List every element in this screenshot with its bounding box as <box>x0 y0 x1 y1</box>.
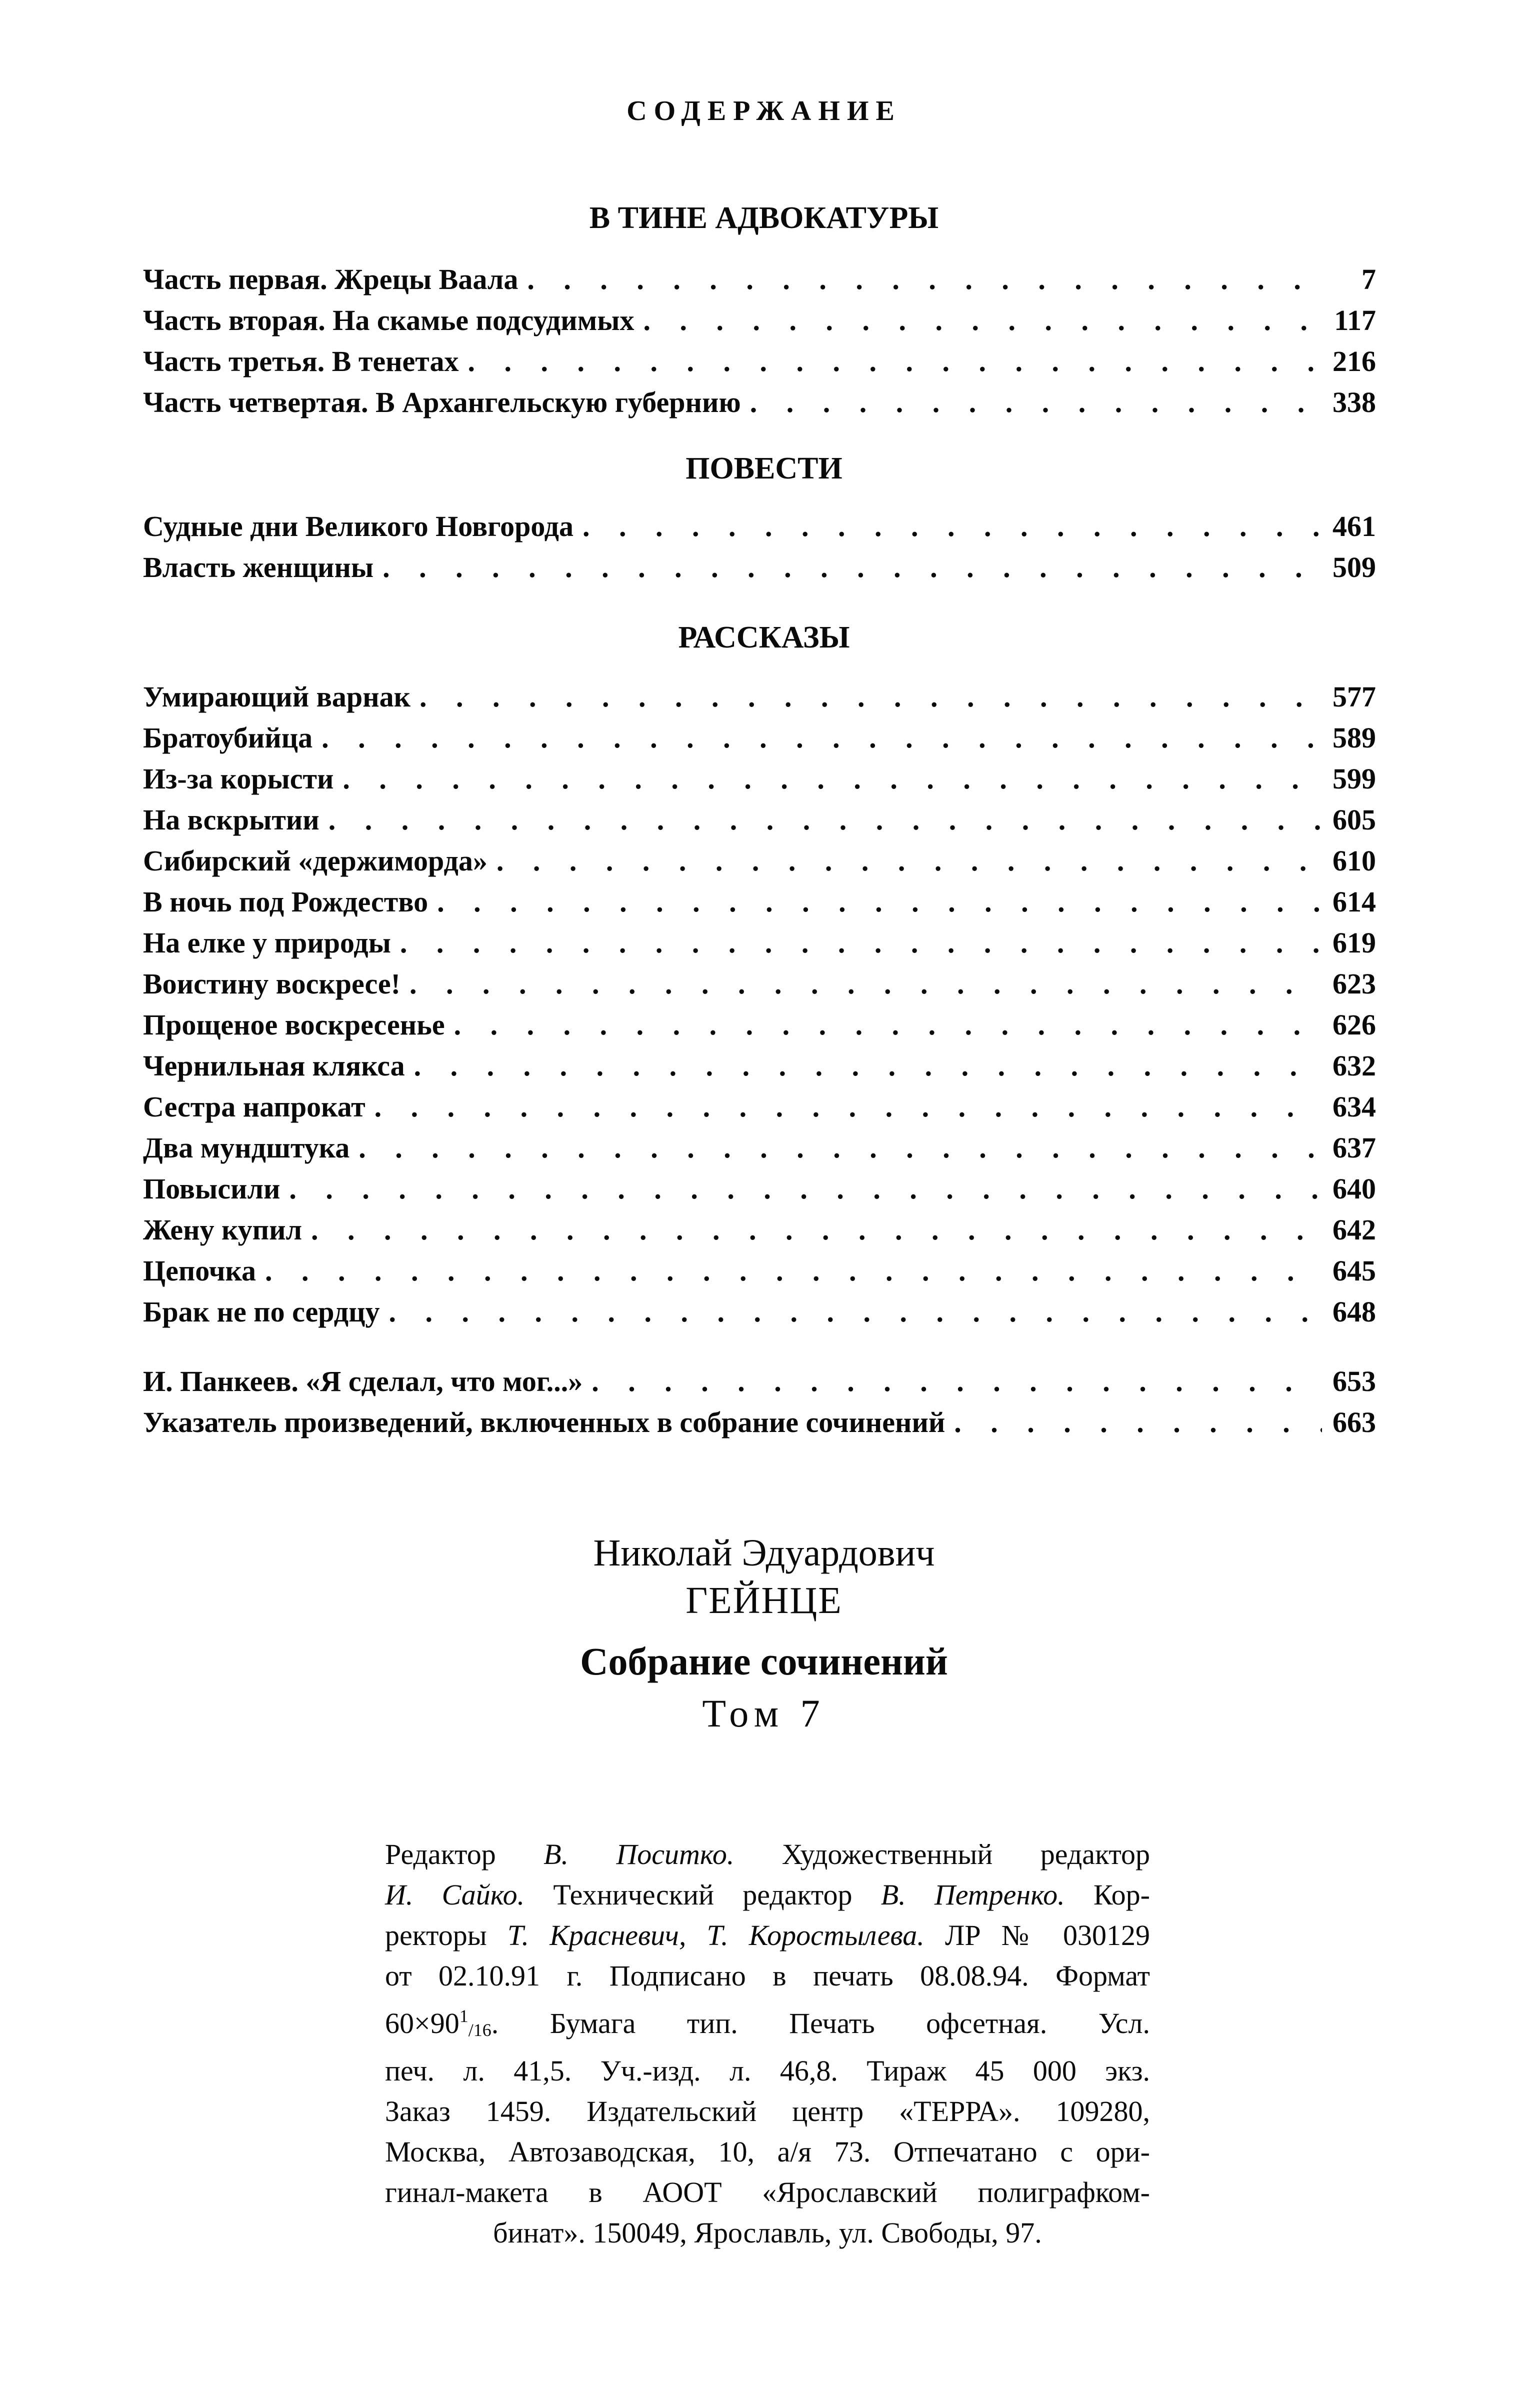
toc-entry[interactable] <box>143 1128 1376 1168</box>
toc-entry-page: 645 <box>1332 1254 1376 1287</box>
dot-leader <box>311 1210 1322 1250</box>
dot-leader <box>468 341 1322 382</box>
toc-entry-title: Брак не по сердцу <box>143 1296 380 1328</box>
toc-entry-page: 642 <box>1332 1214 1376 1246</box>
toc-entry-title: В ночь под Рождество <box>143 886 428 918</box>
toc-entry[interactable] <box>143 922 1376 964</box>
dot-leader <box>454 1004 1322 1046</box>
imprint-line: ректоры Т. Красневич, Т. Коростылева. ЛР № 030129 <box>385 1919 1150 1952</box>
toc-entry-page: 610 <box>1332 844 1376 877</box>
toc-entry-title: Сестра напрокат <box>143 1090 366 1123</box>
toc-entry-page: 623 <box>1332 968 1376 1000</box>
dot-leader <box>582 506 1322 547</box>
imprint-line: Москва, Автозаводская, 10, а/я 73. Отпечатано с ори- <box>385 2136 1150 2168</box>
dot-leader <box>496 840 1322 882</box>
toc-entry-page: 648 <box>1332 1296 1376 1328</box>
toc-entry-page: 614 <box>1332 886 1376 918</box>
imprint-block <box>385 1834 1150 2253</box>
toc-entry[interactable] <box>143 1361 1376 1402</box>
dot-leader <box>322 718 1322 758</box>
toc-entry[interactable] <box>143 506 1376 547</box>
toc-entry[interactable] <box>143 758 1376 800</box>
section-heading-rasskazy: РАССКАЗЫ <box>678 620 850 654</box>
toc-entry-page: 663 <box>1332 1406 1376 1438</box>
imprint-line: Редактор В. Поситко. Художественный редактор <box>385 1838 1150 1870</box>
toc-entry-title: Судные дни Великого Новгорода <box>143 510 574 542</box>
toc-entry-page: 589 <box>1332 722 1376 754</box>
toc-entry-page: 216 <box>1332 345 1376 378</box>
imprint-line: печ. л. 41,5. Уч.-изд. л. 46,8. Тираж 45 000 экз. <box>385 2054 1150 2087</box>
section-heading-advokatura: В ТИНЕ АДВОКАТУРЫ <box>589 201 939 235</box>
toc-entry-title: Власть женщины <box>143 551 374 584</box>
toc-entry-title: Из-за корысти <box>143 762 334 795</box>
dot-leader <box>289 1168 1322 1210</box>
toc-entry-title: На вскрытии <box>143 804 320 836</box>
dot-leader <box>592 1361 1322 1402</box>
dot-leader <box>265 1250 1322 1292</box>
toc-entry-title: Сибирский «держиморда» <box>143 844 488 877</box>
toc-entry-page: 619 <box>1332 926 1376 959</box>
dot-leader <box>342 758 1322 800</box>
dot-leader <box>328 800 1322 840</box>
toc-entry-title: Жену купил <box>143 1214 302 1246</box>
collection-title: Собрание сочинений <box>580 1640 948 1683</box>
dot-leader <box>420 676 1322 718</box>
imprint-line: гинал-макета в АООТ «Ярославский полиграфком- <box>385 2176 1150 2208</box>
toc-entry-page: 461 <box>1332 510 1376 542</box>
dot-leader <box>410 964 1322 1004</box>
imprint-line: $60\times 90^1/16$. Бумага тип. Печать офсетная. Усл. <box>385 2006 1150 2040</box>
imprint-line: И. Сайко. Технический редактор В. Петренко. Кор- <box>385 1878 1150 1911</box>
toc-entry-title: Воистину воскресе! <box>143 968 400 1000</box>
imprint-line: Заказ 1459. Издательский центр «ТЕРРА». 109280, <box>385 2095 1150 2128</box>
toc-entry[interactable] <box>143 1046 1376 1086</box>
toc-entry[interactable] <box>143 882 1376 922</box>
dot-leader <box>374 1086 1322 1128</box>
dot-leader <box>389 1292 1322 1332</box>
toc-entry[interactable] <box>143 840 1376 882</box>
toc-entry-title: Указатель произведений, включенных в собрание сочинений <box>143 1406 946 1438</box>
toc-entry-title: Часть третья. В тенетах <box>143 345 459 378</box>
dot-leader <box>750 382 1322 423</box>
dot-leader <box>437 882 1322 922</box>
author-name: Николай Эдуардович <box>593 1532 935 1574</box>
toc-entry[interactable] <box>143 1004 1376 1046</box>
toc-entry-page: 653 <box>1332 1365 1376 1398</box>
toc-entry-title: Прощеное воскресенье <box>143 1008 445 1041</box>
toc-entry-page: 117 <box>1334 304 1376 336</box>
toc-entry-page: 637 <box>1332 1132 1376 1164</box>
toc-entry-page: 634 <box>1332 1090 1376 1123</box>
toc-list-rasskazy <box>143 676 1376 1332</box>
imprint-line: бинат». 150049, Ярославль, ул. Свободы, 97. <box>493 2216 1042 2249</box>
toc-entry-page: 605 <box>1332 804 1376 836</box>
page-title: СОДЕРЖАНИЕ <box>626 96 902 126</box>
volume-number: Том 7 <box>702 1692 826 1735</box>
imprint-line: от 02.10.91 г. Подписано в печать 08.08.94. Формат <box>385 1960 1150 1992</box>
dot-leader <box>414 1046 1322 1086</box>
toc-entry[interactable] <box>143 964 1376 1004</box>
toc-entry-page: 338 <box>1332 386 1376 418</box>
toc-entry[interactable] <box>143 259 1376 300</box>
toc-entry-title: Часть первая. Жрецы Ваала <box>143 263 518 296</box>
toc-entry[interactable] <box>143 1402 1376 1443</box>
toc-entry-title: Повысили <box>143 1172 280 1205</box>
toc-entry-page: 509 <box>1332 551 1376 584</box>
dot-leader <box>400 922 1322 964</box>
toc-entry-page: 632 <box>1332 1050 1376 1082</box>
toc-list-povesti <box>143 506 1376 588</box>
toc-entry-title: На елке у природы <box>143 926 391 959</box>
toc-entry[interactable] <box>143 1250 1376 1292</box>
toc-entry-title: Часть вторая. На скамье подсудимых <box>143 304 634 336</box>
toc-entry-page: 626 <box>1332 1008 1376 1041</box>
toc-entry-title: Часть четвертая. В Архангельскую губернию <box>143 386 741 418</box>
toc-entry-title: Братоубийца <box>143 722 313 754</box>
toc-entry[interactable] <box>143 718 1376 758</box>
toc-list-appendix <box>143 1361 1376 1443</box>
section-heading-povesti: ПОВЕСТИ <box>686 452 842 486</box>
toc-entry-page: 577 <box>1332 680 1376 713</box>
toc-entry-title: Умирающий варнак <box>143 680 411 713</box>
toc-entry[interactable] <box>143 800 1376 840</box>
toc-entry-title: Цепочка <box>143 1254 256 1287</box>
toc-entry-title: Два мундштука <box>143 1132 350 1164</box>
toc-entry[interactable] <box>143 382 1376 423</box>
dot-leader <box>644 300 1322 341</box>
dot-leader <box>954 1402 1322 1443</box>
toc-entry[interactable] <box>143 676 1376 718</box>
toc-list-advokatura <box>143 259 1376 423</box>
toc-entry-page: 7 <box>1362 263 1376 296</box>
toc-entry[interactable] <box>143 1292 1376 1332</box>
toc-entry-page: 640 <box>1332 1172 1376 1205</box>
toc-entry[interactable] <box>143 341 1376 382</box>
author-surname: ГЕЙНЦЕ <box>686 1580 842 1622</box>
toc-entry[interactable] <box>143 1086 1376 1128</box>
toc-entry[interactable] <box>143 1168 1376 1210</box>
dot-leader <box>382 547 1322 588</box>
toc-entry-page: 599 <box>1332 762 1376 795</box>
toc-entry[interactable] <box>143 547 1376 588</box>
dot-leader <box>527 259 1322 300</box>
toc-entry[interactable] <box>143 300 1376 341</box>
toc-entry[interactable] <box>143 1210 1376 1250</box>
dot-leader <box>358 1128 1322 1168</box>
toc-entry-title: Чернильная клякса <box>143 1050 405 1082</box>
toc-entry-title: И. Панкеев. «Я сделал, что мог...» <box>143 1365 583 1398</box>
